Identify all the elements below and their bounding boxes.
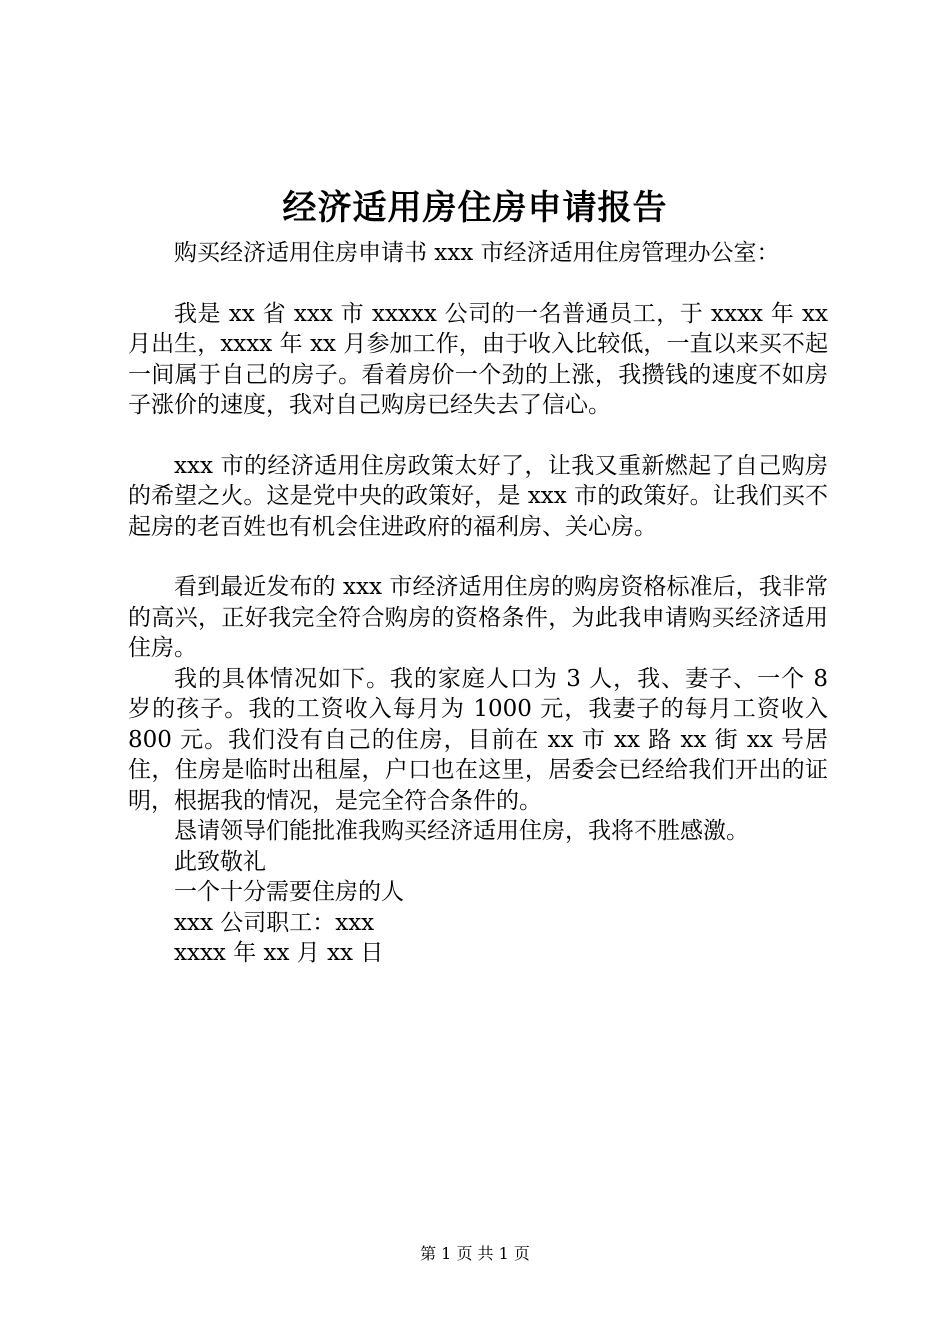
paragraph-5: 恳请领导们能批准我购买经济适用住房，我将不胜感激。 bbox=[174, 818, 749, 844]
paragraph-4: 我的具体情况如下。我的家庭人口为 3 人，我、妻子、一个 8 岁的孩子。我的工资收入每月为 1000 元，我妻子的每月工资收入 800 元。我们没有自己的住房，目前在 xx 市 xx 路 xx 街 xx 号居住，住房是临时出租屋，户口也在这里，居委会已经给我们开出的证明，根据我的情况，是完全符合条件的。 bbox=[128, 665, 828, 814]
signature-line: 一个十分需要住房的人 bbox=[174, 879, 404, 905]
paragraph-2: xxx 市的经济适用住房政策太好了，让我又重新燃起了自己购房的希望之火。这是党中央的政策好，是 xxx 市的政策好。让我们买不起房的老百姓也有机会住进政府的福利房、关心房。 bbox=[128, 452, 828, 540]
page-footer: 第 1 页 共 1 页 bbox=[420, 1244, 530, 1263]
closing-line: 此致敬礼 bbox=[174, 848, 266, 875]
intro-line: 购买经济适用住房申请书 xxx 市经济适用住房管理办公室： bbox=[174, 240, 780, 266]
paragraph-3: 看到最近发布的 xxx 市经济适用住房的购房资格标准后，我非常的高兴，正好我完全符合购房的资格条件，为此我申请购买经济适用住房。 bbox=[128, 574, 828, 661]
paragraph-1: 我是 xx 省 xxx 市 xxxxx 公司的一名普通员工，于 xxxx 年 xx 月出生，xxxx 年 xx 月参加工作，由于收入比较低，一直以来买不起一间属于自己的房子。看着房价一个劲的上涨，我攒钱的速度不如房子涨价的速度，我对自己购房已经失去了信心。 bbox=[128, 300, 828, 418]
signer-line: xxx 公司职工：xxx bbox=[174, 909, 375, 936]
date-line: xxxx 年 xx 月 xx 日 bbox=[174, 940, 384, 966]
document-title: 经济适用房住房申请报告 bbox=[282, 188, 668, 228]
document-body bbox=[128, 238, 828, 969]
